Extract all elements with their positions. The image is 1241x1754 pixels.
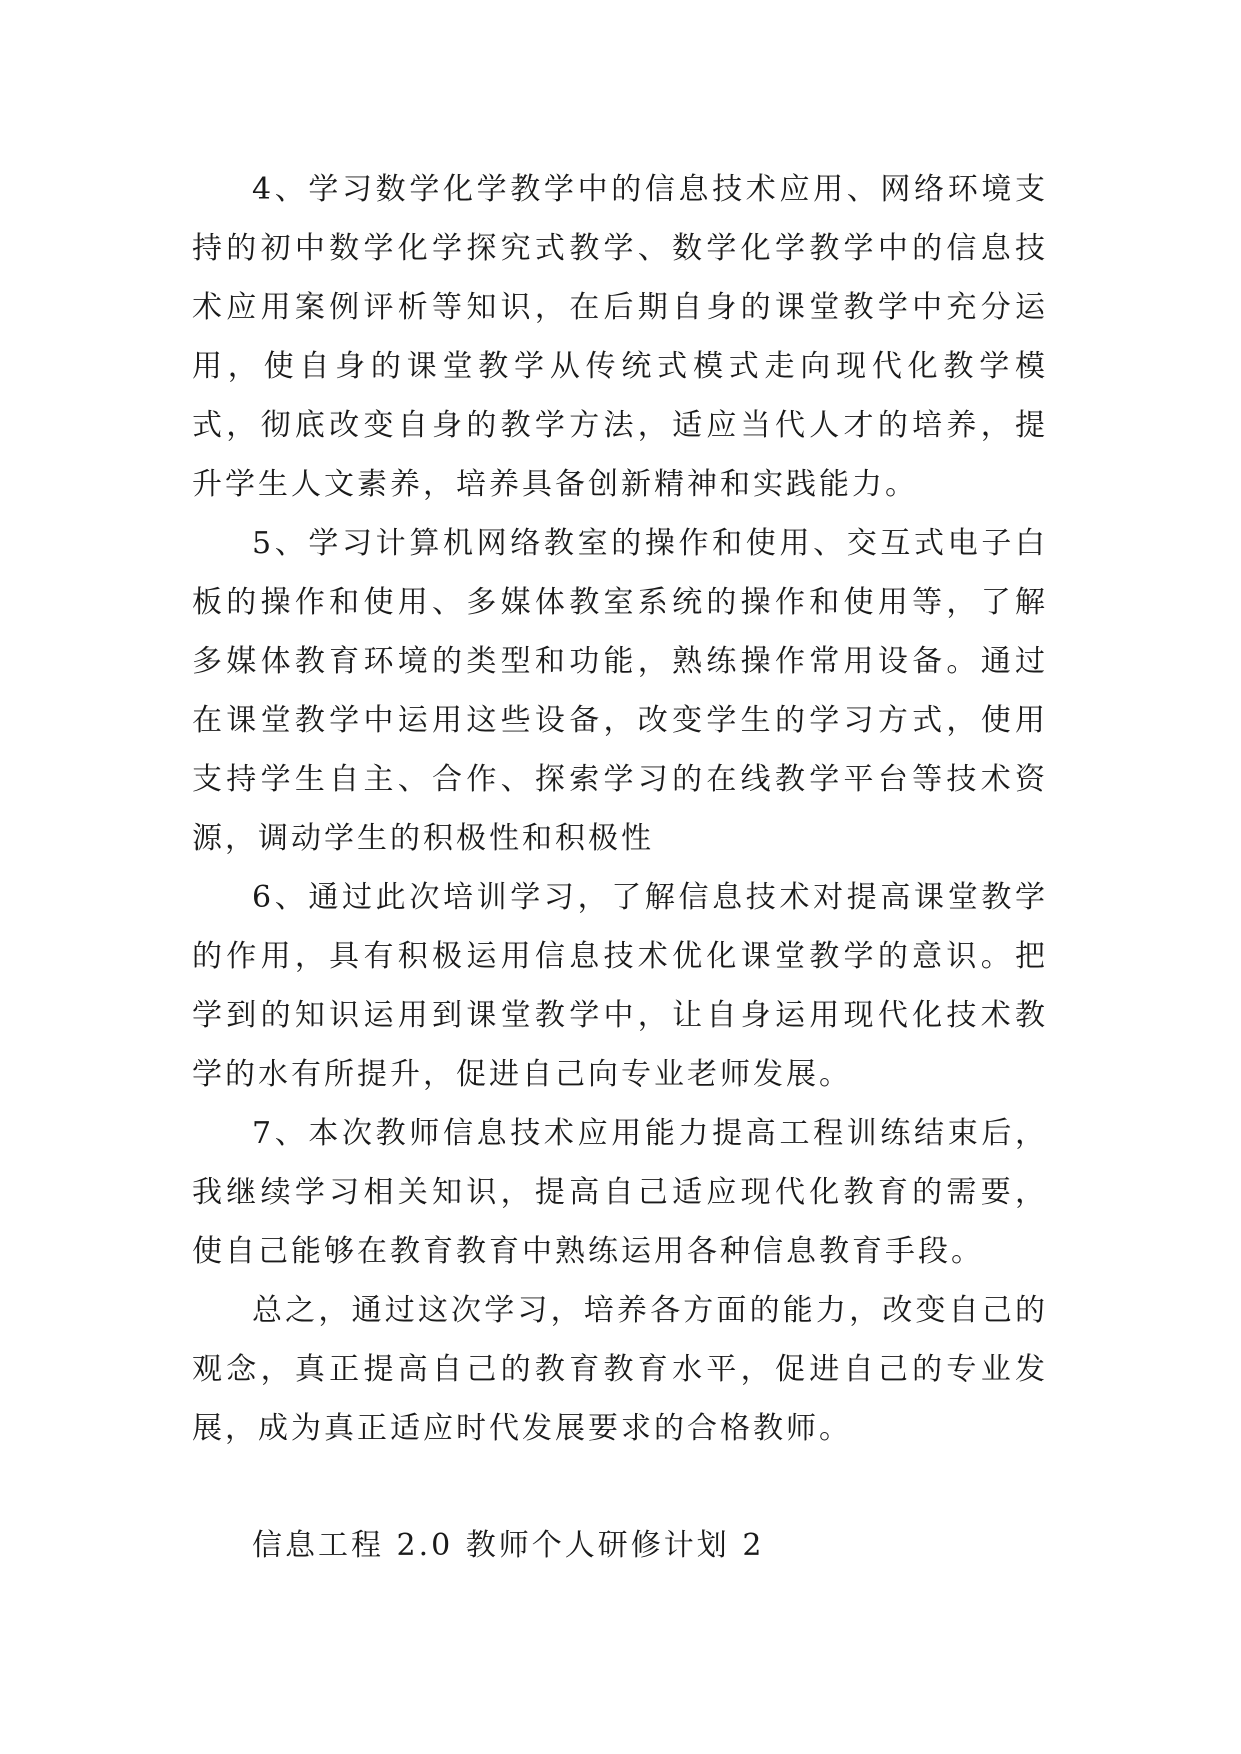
section-heading: 信息工程 2.0 教师个人研修计划 2	[252, 1528, 765, 1563]
paragraph-item-4: 4、学习数学化学教学中的信息技术应用、网络环境支持的初中数学化学探究式教学、数学化学教学中的信息技术应用案例评析等知识，在后期自身的课堂教学中充分运用，使自身的课堂教学从传统式模式走向现代化教学模式，彻底改变自身的教学方法，适应当代人才的培养，提升学生人文素养，培养具备创新精神和实践能力。	[192, 172, 1048, 502]
paragraph-item-7: 7、本次教师信息技术应用能力提高工程训练结束后，我继续学习相关知识，提高自己适应现代化教育的需要，使自己能够在教育教育中熟练运用各种信息教育手段。	[192, 1116, 1048, 1269]
paragraph-item-6: 6、通过此次培训学习，了解信息技术对提高课堂教学的作用，具有积极运用信息技术优化课堂教学的意识。把学到的知识运用到课堂教学中，让自身运用现代化技术教学的水有所提升，促进自己向专业老师发展。	[192, 880, 1048, 1092]
paragraph-item-5: 5、学习计算机网络教室的操作和使用、交互式电子白板的操作和使用、多媒体教室系统的操作和使用等，了解多媒体教育环境的类型和功能，熟练操作常用设备。通过在课堂教学中运用这些设备，改变学生的学习方式，使用支持学生自主、合作、探索学习的在线教学平台等技术资源，调动学生的积极性和积极性	[192, 526, 1048, 856]
document-body	[192, 160, 1048, 1458]
paragraph-summary: 总之，通过这次学习，培养各方面的能力，改变自己的观念，真正提高自己的教育教育水平，促进自己的专业发展，成为真正适应时代发展要求的合格教师。	[192, 1293, 1048, 1446]
